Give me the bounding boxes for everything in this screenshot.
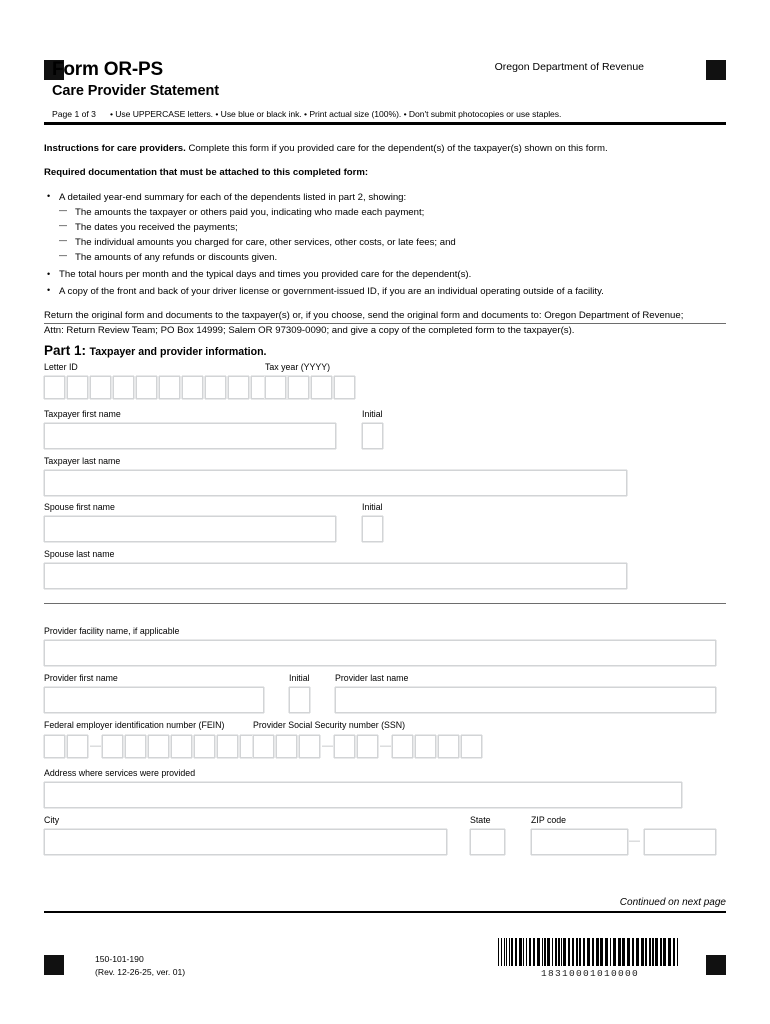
page-indicator: Page 1 of 3: [52, 109, 96, 119]
comb-cell[interactable]: [415, 735, 436, 758]
fein-input[interactable]: [44, 735, 263, 758]
comb-cell[interactable]: [392, 735, 413, 758]
list-item: — The amounts of any refunds or discounts given.: [59, 250, 734, 265]
registration-mark-bottom-right: [706, 955, 726, 975]
fein-label: Federal employer identification number (FEIN): [44, 720, 225, 730]
part-1-title: Taxpayer and provider information.: [89, 346, 267, 358]
barcode-number: 18310001010000: [540, 968, 639, 979]
return-instructions-line-1: Return the original form and documents to the taxpayer(s) or, if you choose, send the original form and documents to: Oregon Department of Revenue;: [44, 309, 684, 321]
form-number: 150-101-190: [95, 954, 144, 964]
spouse-initial-input[interactable]: [362, 516, 383, 542]
comb-cell[interactable]: [67, 735, 88, 758]
print-instructions-strip: [52, 109, 662, 119]
required-documentation-heading: [44, 166, 734, 181]
instructions-intro: [44, 142, 734, 157]
bullet-1-text: A detailed year-end summary for each of the dependents listed in part 2, showing:: [59, 191, 407, 203]
continued-note: Continued on next page: [619, 897, 726, 908]
comb-cell[interactable]: [171, 735, 192, 758]
taxpayer-first-name-label: Taxpayer first name: [44, 409, 121, 419]
form-title: Form OR-PS: [52, 59, 163, 80]
comb-cell[interactable]: [334, 376, 355, 399]
sub-requirements-list: [59, 205, 734, 266]
group-separator: —: [90, 740, 101, 752]
list-item: • The total hours per month and the typical days and times you provided care for the dependent(s).: [44, 267, 734, 282]
letter-id-label: Letter ID: [44, 362, 78, 372]
spouse-first-name-input[interactable]: [44, 516, 336, 542]
barcode-image: [497, 938, 683, 966]
zip-code-first-input[interactable]: [531, 829, 628, 855]
comb-cell[interactable]: [90, 376, 111, 399]
registration-mark-bottom-left: [44, 955, 64, 975]
comb-cell[interactable]: [148, 735, 169, 758]
comb-cell[interactable]: [276, 735, 297, 758]
comb-cell[interactable]: [136, 376, 157, 399]
group-separator: —: [380, 740, 391, 752]
address-input[interactable]: [44, 782, 682, 808]
comb-cell[interactable]: [194, 735, 215, 758]
comb-cell[interactable]: [113, 376, 134, 399]
comb-cell[interactable]: [159, 376, 180, 399]
header-rule: [44, 122, 726, 125]
provider-last-name-input[interactable]: [335, 687, 716, 713]
provider-initial-label: Initial: [289, 673, 310, 683]
zip-separator: —: [629, 835, 640, 847]
comb-cell[interactable]: [461, 735, 482, 758]
taxpayer-initial-input[interactable]: [362, 423, 383, 449]
comb-cell[interactable]: [288, 376, 309, 399]
zip-code-label: ZIP code: [531, 815, 567, 825]
spouse-last-name-input[interactable]: [44, 563, 627, 589]
instructions-block: [44, 142, 734, 339]
comb-cell[interactable]: [311, 376, 332, 399]
zip-code-last-input[interactable]: [644, 829, 716, 855]
requirements-list: [44, 190, 734, 299]
form-subtitle: Care Provider Statement: [52, 83, 219, 99]
comb-cell[interactable]: [299, 735, 320, 758]
comb-cell[interactable]: [44, 735, 65, 758]
taxpayer-last-name-input[interactable]: [44, 470, 627, 496]
list-item: — The dates you received the payments;: [59, 220, 734, 235]
address-label: Address where services were provided: [44, 768, 196, 778]
city-label: City: [44, 815, 60, 825]
taxpayer-first-name-input[interactable]: [44, 423, 336, 449]
comb-cell[interactable]: [228, 376, 249, 399]
comb-cell[interactable]: [438, 735, 459, 758]
list-item: • A copy of the front and back of your driver license or government-issued ID, if you are an individual operating outside of a facility.: [44, 284, 734, 299]
comb-cell[interactable]: [67, 376, 88, 399]
instructions-intro-rest: Complete this form if you provided care for the dependent(s) of the taxpayer(s) shown on this form.: [185, 143, 608, 154]
spouse-last-name-label: Spouse last name: [44, 549, 115, 559]
return-instructions-line-2: Attn: Return Review Team; PO Box 14999; Salem OR 97309-0090; and give a copy of the completed form to the taxpayer(s).: [44, 325, 575, 337]
group-separator: —: [322, 740, 333, 752]
comb-cell[interactable]: [102, 735, 123, 758]
provider-last-name-label: Provider last name: [335, 673, 409, 683]
ssn-label: Provider Social Security number (SSN): [253, 720, 406, 730]
barcode-block: [497, 938, 683, 979]
registration-mark-top-right: [706, 60, 726, 80]
provider-facility-name-input[interactable]: [44, 640, 716, 666]
taxpayer-initial-label: Initial: [362, 409, 383, 419]
comb-cell[interactable]: [205, 376, 226, 399]
form-revision: (Rev. 12-26-25, ver. 01): [95, 966, 186, 977]
comb-cell[interactable]: [217, 735, 238, 758]
tax-year-input[interactable]: [265, 376, 357, 399]
ssn-input[interactable]: [253, 735, 484, 758]
state-label: State: [470, 815, 491, 825]
footer-rule: [44, 911, 726, 913]
city-input[interactable]: [44, 829, 447, 855]
comb-cell[interactable]: [334, 735, 355, 758]
divider-above-provider-section: [44, 603, 726, 604]
comb-cell[interactable]: [265, 376, 286, 399]
part-1-heading: [44, 343, 267, 358]
comb-cell[interactable]: [125, 735, 146, 758]
provider-first-name-label: Provider first name: [44, 673, 118, 683]
comb-cell[interactable]: [44, 376, 65, 399]
list-item: — The individual amounts you charged for care, other services, other costs, or late fees; and: [59, 235, 734, 250]
divider-above-part1: [44, 323, 726, 324]
provider-initial-input[interactable]: [289, 687, 310, 713]
spouse-initial-label: Initial: [362, 502, 383, 512]
required-documentation-heading-text: Required documentation that must be attached to this completed form:: [44, 166, 369, 178]
state-input[interactable]: [470, 829, 505, 855]
list-item: — The amounts the taxpayer or others paid you, indicating who made each payment;: [59, 205, 734, 220]
form-number-block: [95, 953, 185, 979]
agency-name: Oregon Department of Revenue: [494, 61, 644, 73]
provider-facility-name-label: Provider facility name, if applicable: [44, 626, 180, 636]
comb-cell[interactable]: [182, 376, 203, 399]
print-instructions-bullets: • Use UPPERCASE letters. • Use blue or black ink. • Print actual size (100%). • Don't submit photocopies or use staples.: [109, 109, 562, 119]
instructions-intro-bold: Instructions for care providers.: [44, 143, 186, 154]
part-1-number: Part 1:: [44, 343, 87, 358]
comb-cell[interactable]: [357, 735, 378, 758]
list-item: [44, 190, 734, 266]
tax-year-label: Tax year (YYYY): [265, 362, 331, 372]
letter-id-input[interactable]: [44, 376, 297, 399]
taxpayer-last-name-label: Taxpayer last name: [44, 456, 121, 466]
spouse-first-name-label: Spouse first name: [44, 502, 115, 512]
comb-cell[interactable]: [253, 735, 274, 758]
provider-first-name-input[interactable]: [44, 687, 264, 713]
